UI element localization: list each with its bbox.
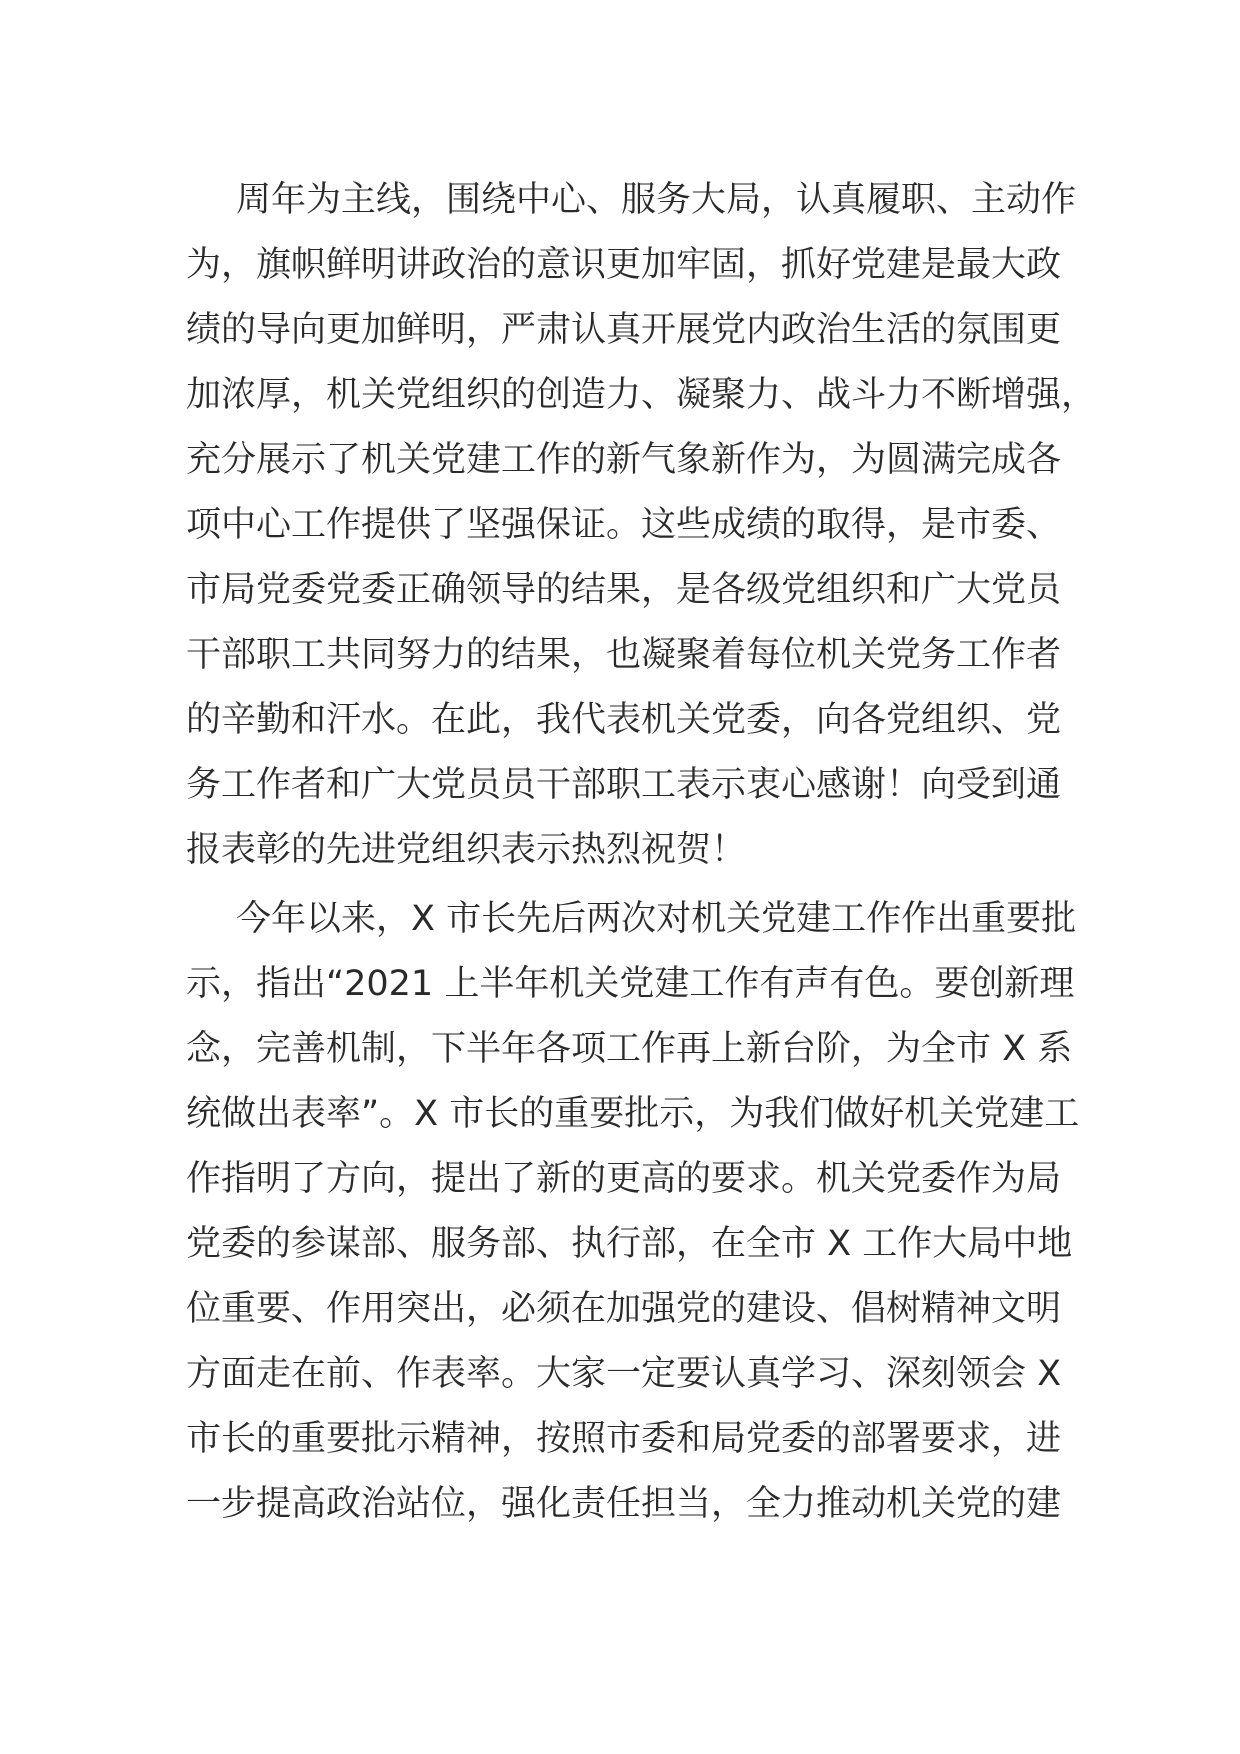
text-line: 加浓厚，机关党组织的创造力、凝聚力、战斗力不断增强， [186, 375, 1097, 415]
text-line: 示，指出“2021 上半年机关党建工作有声有色。要创新理 [186, 964, 1075, 1004]
text-line: 方面走在前、作表率。大家一定要认真学习、深刻领会 X [186, 1354, 1062, 1394]
text-line: 周年为主线，围绕中心、服务大局，认真履职、主动作 [236, 180, 1077, 220]
text-line: 一步提高政治站位，强化责任担当，全力推动机关党的建 [186, 1484, 1062, 1524]
text-line: 位重要、作用突出，必须在加强党的建设、倡树精神文明 [186, 1289, 1062, 1329]
text-line: 作指明了方向，提出了新的更高的要求。机关党委作为局 [186, 1159, 1062, 1199]
body-text [186, 168, 1097, 1537]
text-line: 充分展示了机关党建工作的新气象新作为，为圆满完成各 [186, 440, 1062, 480]
text-line: 今年以来，X 市长先后两次对机关党建工作作出重要批 [236, 899, 1077, 939]
text-line: 报表彰的先进党组织表示热烈祝贺！ [186, 830, 747, 870]
paragraph-2 [186, 887, 1080, 1537]
text-line: 的辛勤和汗水。在此，我代表机关党委，向各党组织、党 [186, 700, 1062, 740]
text-line: 党委的参谋部、服务部、执行部，在全市 X 工作大局中地 [186, 1224, 1073, 1264]
text-line: 统做出表率”。X 市长的重要批示，为我们做好机关党建工 [186, 1094, 1080, 1134]
text-line: 为，旗帜鲜明讲政治的意识更加牢固，抓好党建是最大政 [186, 245, 1062, 285]
text-line: 项中心工作提供了坚强保证。这些成绩的取得，是市委、 [186, 505, 1062, 545]
text-line: 念，完善机制，下半年各项工作再上新台阶，为全市 X 系 [186, 1029, 1073, 1069]
paragraph-1 [186, 168, 1097, 883]
text-line: 务工作者和广大党员员干部职工表示衷心感谢！向受到通 [186, 765, 1062, 805]
text-line: 绩的导向更加鲜明，严肃认真开展党内政治生活的氛围更 [186, 310, 1062, 350]
text-line: 干部职工共同努力的结果，也凝聚着每位机关党务工作者 [186, 635, 1062, 675]
text-line: 市局党委党委正确领导的结果，是各级党组织和广大党员 [186, 570, 1062, 610]
text-line: 市长的重要批示精神，按照市委和局党委的部署要求，进 [186, 1419, 1062, 1459]
